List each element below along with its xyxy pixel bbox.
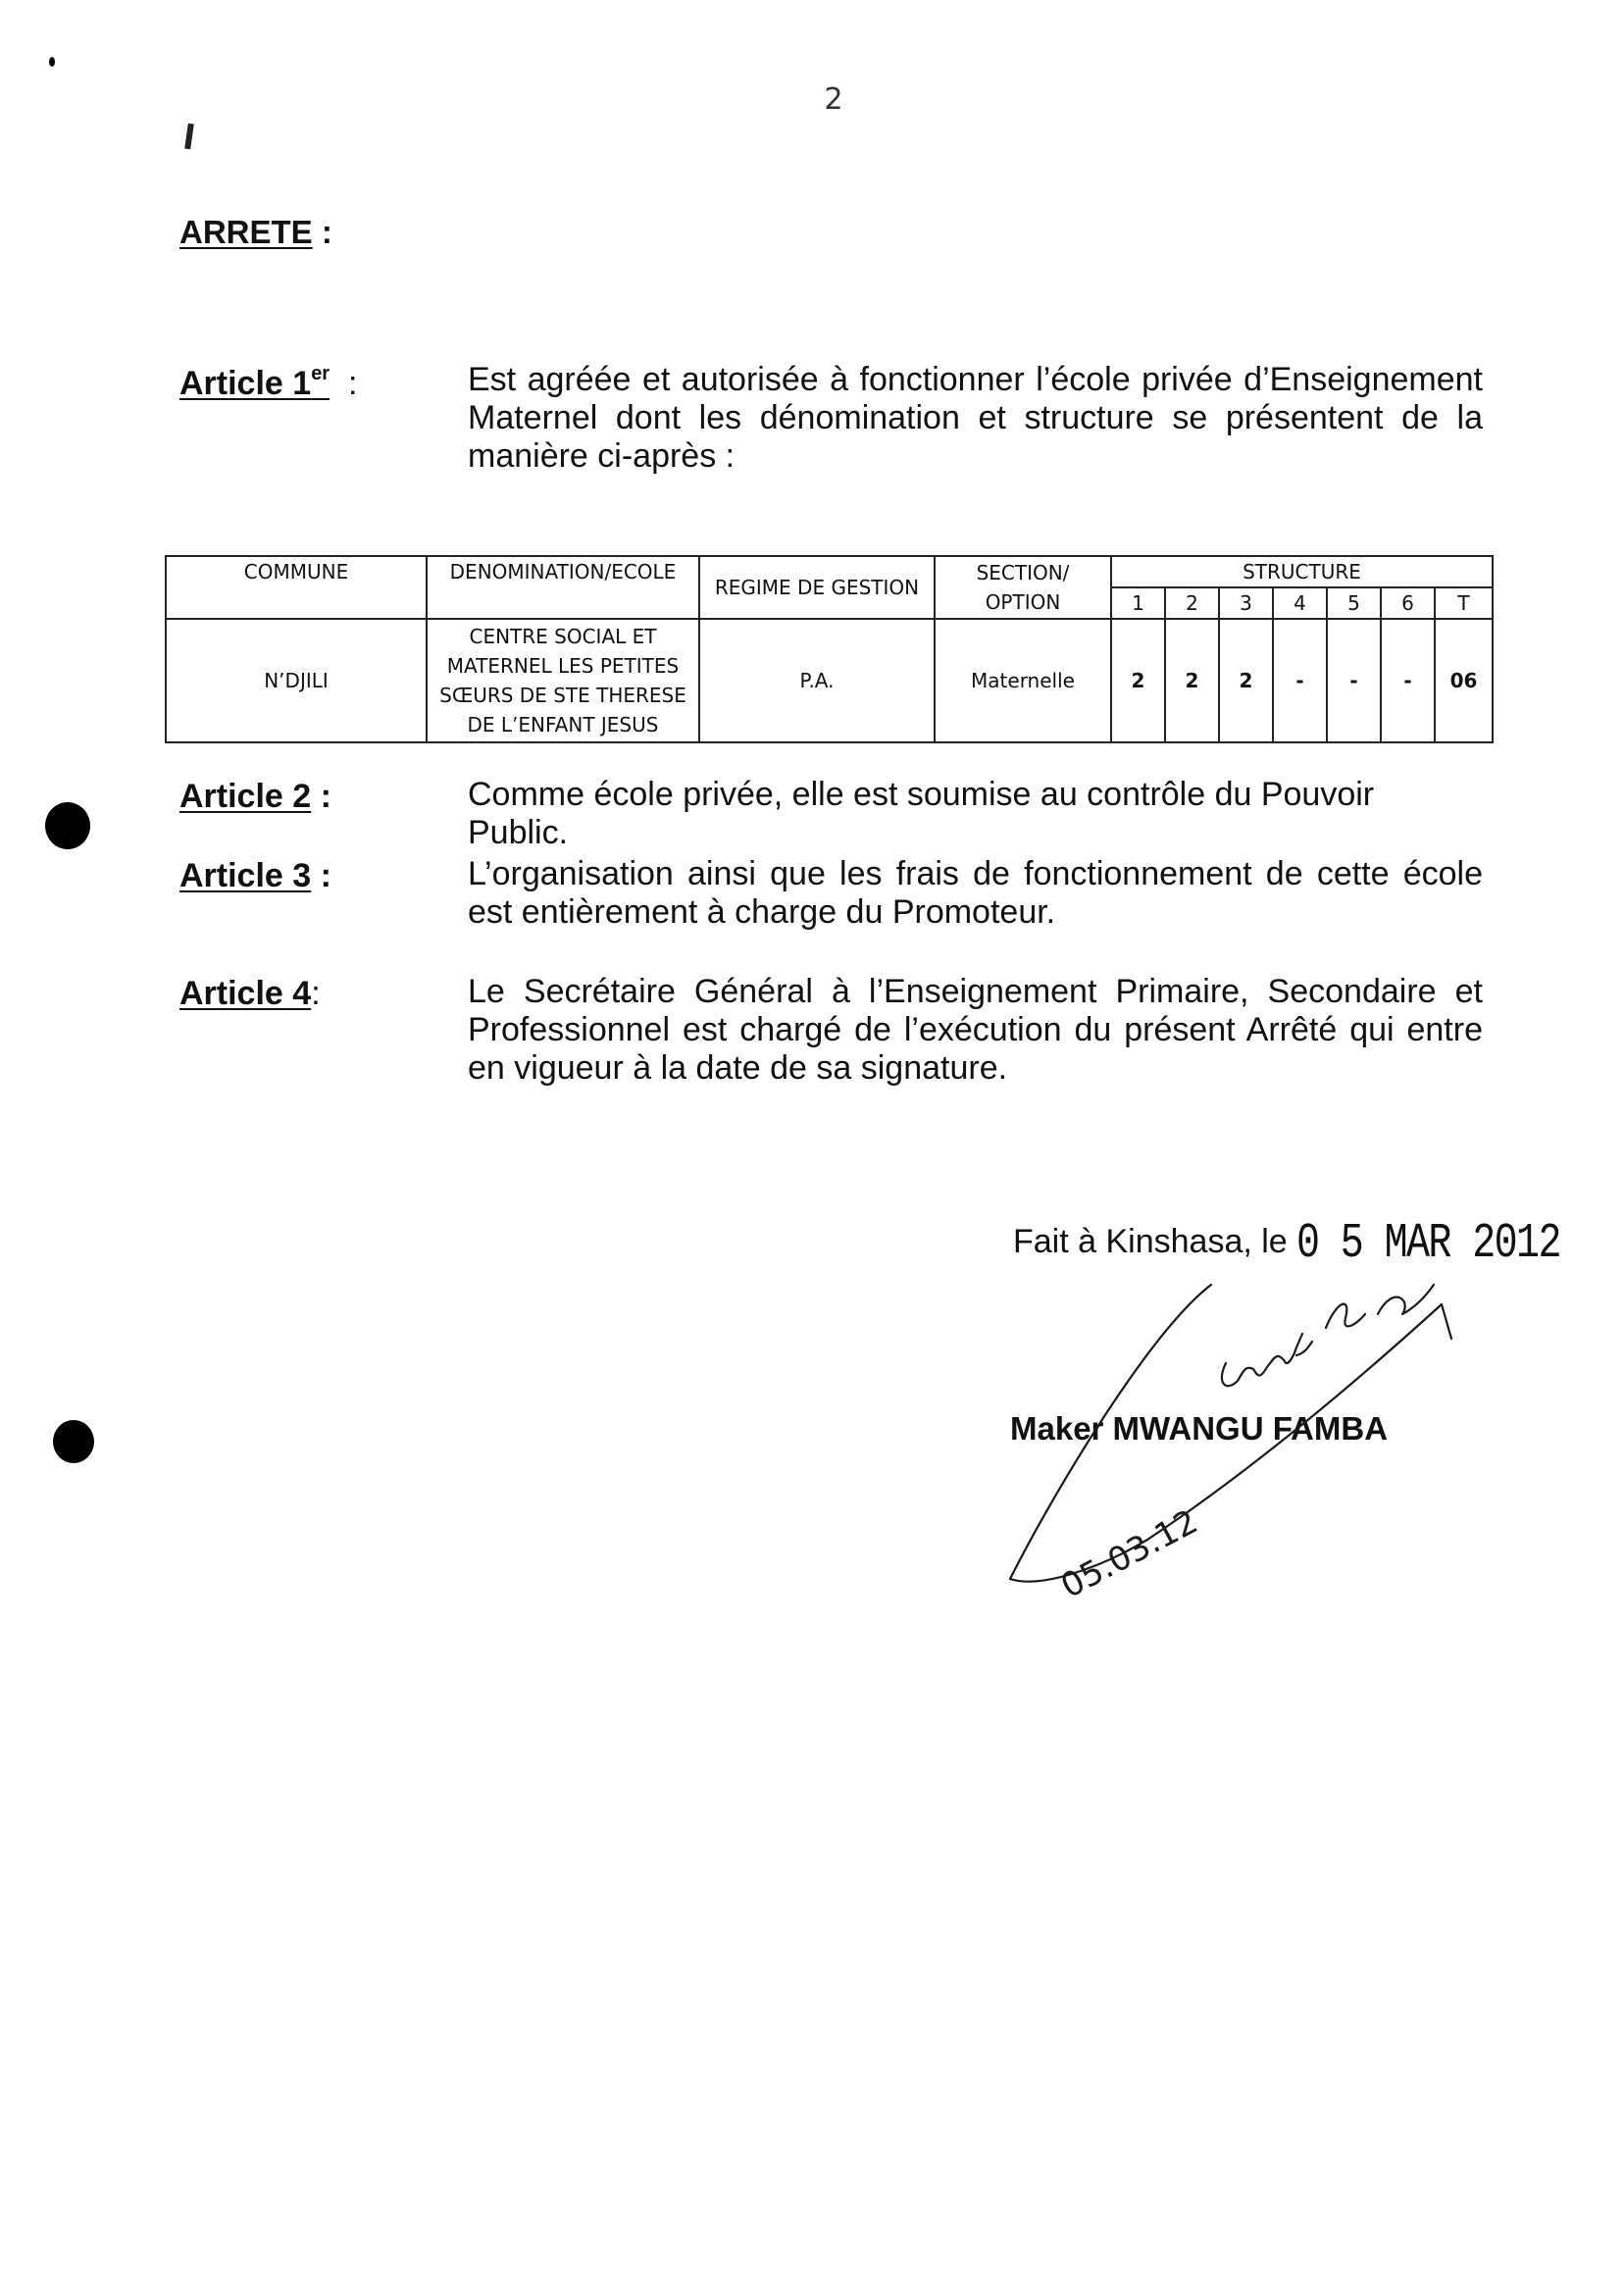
header-section: SECTION/ OPTION: [935, 556, 1111, 619]
article-3-colon: :: [311, 857, 331, 894]
header-regime: REGIME DE GESTION: [699, 556, 935, 619]
header-structure-col: 2: [1165, 587, 1219, 619]
article-4-colon: :: [311, 975, 321, 1012]
article-2-colon: :: [311, 778, 331, 815]
header-structure-col: 3: [1219, 587, 1273, 619]
cell-structure-value: 2: [1165, 619, 1219, 742]
article-4-label: [179, 975, 321, 1013]
heading-colon: :: [312, 214, 332, 250]
article-1-text: Est agréée et autorisée à fonctionner l’école privée d’Enseignement Maternel dont les dénomination et structure se présentent de la manière ci-après :: [468, 361, 1483, 475]
punch-hole: [45, 802, 90, 849]
cell-structure-value: -: [1273, 619, 1327, 742]
cell-commune: N’DJILI: [166, 619, 427, 742]
header-structure-col: 1: [1111, 587, 1165, 619]
page-number: 2: [824, 82, 843, 117]
article-1-label: [179, 363, 357, 403]
header-structure-col: 4: [1273, 587, 1327, 619]
article-1-suffix: er: [311, 363, 330, 384]
article-3-text: L’organisation ainsi que les frais de fonctionnement de cette école est entièrement à charge du Promoteur.: [468, 855, 1483, 931]
signoff-place: Fait à Kinshasa, le: [1013, 1223, 1297, 1260]
article-2-label: [179, 778, 331, 816]
header-structure-col: T: [1435, 587, 1493, 619]
cell-structure-value: 2: [1111, 619, 1165, 742]
heading-title: ARRETE: [179, 214, 313, 250]
header-denomination: DENOMINATION/ECOLE: [427, 556, 699, 619]
article-3-number: Article 3: [179, 857, 312, 894]
header-structure: STRUCTURE: [1111, 556, 1493, 587]
article-2-number: Article 2: [179, 778, 312, 815]
article-3-label: [179, 857, 331, 895]
signature-icon: [981, 1245, 1530, 1618]
punch-hole: [53, 1420, 94, 1463]
scan-mark: [184, 124, 194, 150]
scan-speck: [49, 57, 55, 67]
table-row: [166, 619, 1493, 742]
handwritten-date: 05.03.12: [1054, 1501, 1204, 1606]
article-1-colon: :: [330, 365, 358, 402]
signoff-stamp-date: 0 5 MAR 2012: [1296, 1216, 1561, 1272]
article-1-number: Article 1: [179, 365, 312, 402]
cell-structure-total: 06: [1435, 619, 1493, 742]
article-4-number: Article 4: [179, 975, 312, 1012]
article-2-text: Comme école privée, elle est soumise au contrôle du Pouvoir Public.: [468, 776, 1375, 851]
header-structure-col: 5: [1327, 587, 1381, 619]
school-structure-table: [165, 555, 1494, 743]
header-commune: COMMUNE: [166, 556, 427, 619]
cell-structure-value: -: [1381, 619, 1435, 742]
cell-structure-value: -: [1327, 619, 1381, 742]
cell-section: Maternelle: [935, 619, 1111, 742]
cell-structure-value: 2: [1219, 619, 1273, 742]
signatory-name: Maker MWANGU FAMBA: [1010, 1410, 1389, 1447]
document-heading: [179, 214, 332, 251]
article-4-text: Le Secrétaire Général à l’Enseignement Primaire, Secondaire et Professionnel est chargé de l’exécution du présent Arrêté qui entre en vigueur à la date de sa signature.: [468, 973, 1483, 1087]
cell-denomination: CENTRE SOCIAL ET MATERNEL LES PETITES SŒURS DE STE THERESE DE L’ENFANT JESUS: [427, 619, 699, 742]
header-structure-col: 6: [1381, 587, 1435, 619]
cell-regime: P.A.: [699, 619, 935, 742]
